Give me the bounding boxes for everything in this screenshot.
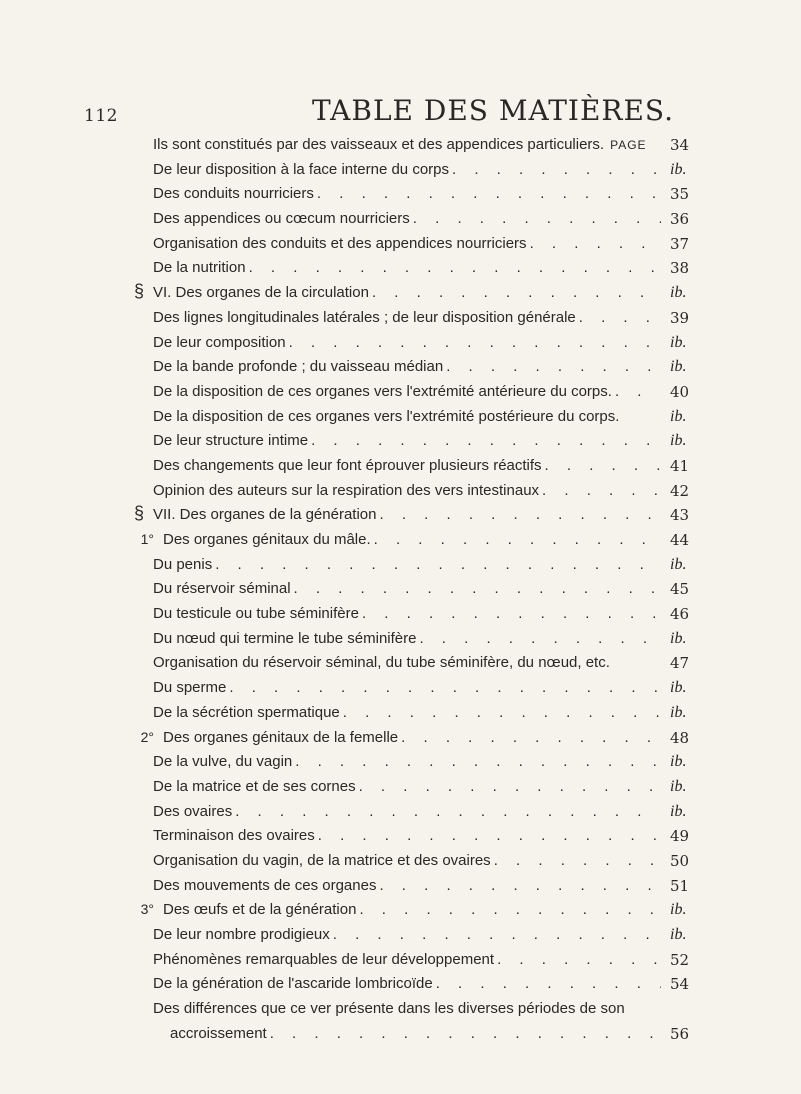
dot-leader bbox=[374, 531, 661, 548]
section-mark: § bbox=[133, 503, 144, 524]
toc-entry bbox=[0, 602, 801, 627]
toc-entry bbox=[0, 429, 801, 454]
toc-entry-text: De la vulve, du vagin bbox=[153, 753, 293, 771]
toc-entry bbox=[0, 158, 801, 183]
toc-entry-line bbox=[153, 827, 663, 844]
toc-entry bbox=[0, 479, 801, 504]
toc-entry-text: VI. Des organes de la circulation bbox=[153, 284, 369, 302]
toc-entry bbox=[0, 1022, 801, 1047]
page-reference: 50 bbox=[670, 851, 690, 870]
page-reference: ib. bbox=[670, 358, 687, 376]
toc-entry-text: De la sécrétion spermatique bbox=[153, 703, 340, 721]
toc-entry-text: Du nœud qui termine le tube séminifère bbox=[153, 629, 417, 647]
dot-leader bbox=[530, 235, 661, 252]
page-reference: 48 bbox=[670, 728, 690, 747]
page-reference: ib. bbox=[670, 679, 687, 697]
dot-leader bbox=[419, 630, 661, 647]
toc-entry-text: Des œufs et de la génération bbox=[163, 901, 357, 919]
toc-entry bbox=[0, 898, 801, 923]
toc-entry-text: Des ovaires bbox=[153, 802, 233, 820]
dot-leader bbox=[379, 877, 661, 894]
toc-entry-text: Des lignes longitudinales latérales ; de leur disposition générale bbox=[153, 308, 576, 326]
toc-entry-text: Organisation du vagin, de la matrice et des ovaires bbox=[153, 851, 491, 869]
page-reference: ib. bbox=[670, 777, 687, 795]
toc-entry-text: Des appendices ou cœcum nourriciers bbox=[153, 210, 410, 228]
item-number: 3° bbox=[140, 901, 154, 918]
toc-entry bbox=[0, 775, 801, 800]
toc-entry bbox=[0, 232, 801, 257]
toc-entry-line bbox=[153, 877, 663, 894]
toc-entry bbox=[0, 824, 801, 849]
dot-leader bbox=[436, 975, 661, 992]
toc-entry bbox=[0, 627, 801, 652]
toc-entry bbox=[0, 528, 801, 553]
dot-leader bbox=[379, 506, 661, 523]
toc-entry bbox=[0, 997, 801, 1022]
page-reference: 46 bbox=[670, 605, 690, 624]
toc-entry-text: Organisation des conduits et des appendices nourriciers bbox=[153, 234, 527, 252]
toc-entry-line bbox=[153, 432, 663, 449]
toc-entry-text: accroissement bbox=[170, 1024, 267, 1042]
toc-entry-line bbox=[153, 358, 663, 375]
toc-entry-text: Du réservoir séminal bbox=[153, 580, 291, 598]
dot-leader bbox=[311, 432, 661, 449]
page-reference: ib. bbox=[670, 284, 687, 302]
dot-leader bbox=[359, 901, 661, 918]
toc-entry bbox=[0, 281, 801, 306]
dot-leader bbox=[333, 926, 661, 943]
toc-entry bbox=[0, 182, 801, 207]
dot-leader bbox=[579, 309, 661, 326]
toc-entry-line bbox=[153, 951, 663, 968]
toc-entry-line bbox=[153, 556, 663, 573]
toc-entry-text: De la bande profonde ; du vaisseau médian bbox=[153, 358, 444, 376]
page-reference: 51 bbox=[670, 876, 690, 895]
page-reference: 42 bbox=[670, 481, 690, 500]
dot-leader bbox=[401, 729, 661, 746]
toc-entry-line bbox=[153, 210, 663, 227]
toc-entry-line bbox=[153, 852, 663, 869]
page-reference: ib. bbox=[670, 555, 687, 573]
page-reference: ib. bbox=[670, 333, 687, 351]
running-head bbox=[84, 94, 724, 130]
toc-entry-line bbox=[153, 457, 663, 474]
toc-entry bbox=[0, 750, 801, 775]
toc-entry-line bbox=[153, 654, 663, 671]
toc-entry bbox=[0, 503, 801, 528]
toc-entry-line bbox=[153, 630, 663, 647]
toc-entry-line bbox=[153, 778, 663, 795]
page-reference: ib. bbox=[670, 160, 687, 178]
table-of-contents bbox=[0, 133, 801, 1046]
page-reference: ib. bbox=[670, 703, 687, 721]
toc-entry-line bbox=[153, 161, 663, 178]
toc-entry-line bbox=[153, 259, 663, 276]
toc-entry bbox=[0, 948, 801, 973]
dot-leader bbox=[229, 679, 661, 696]
toc-entry-text: De la matrice et de ses cornes bbox=[153, 777, 356, 795]
toc-entry-line bbox=[163, 901, 663, 918]
toc-entry bbox=[0, 923, 801, 948]
toc-entry-text: Des mouvements de ces organes bbox=[153, 876, 377, 894]
dot-leader bbox=[317, 185, 661, 202]
page-reference: ib. bbox=[670, 753, 687, 771]
toc-entry-line bbox=[153, 580, 663, 597]
toc-entry-line bbox=[153, 136, 663, 153]
toc-entry bbox=[0, 577, 801, 602]
toc-entry-text: De la disposition de ces organes vers l'extrémité postérieure du corps. bbox=[153, 407, 620, 425]
page-reference: 41 bbox=[670, 456, 690, 475]
page-reference: ib. bbox=[670, 926, 687, 943]
running-title: TABLE DES MATIÈRES. bbox=[312, 94, 674, 127]
page-reference: 52 bbox=[670, 950, 690, 969]
toc-entry bbox=[0, 306, 801, 331]
page-reference: 36 bbox=[670, 210, 690, 229]
dot-leader bbox=[359, 778, 661, 795]
toc-entry-text: Opinion des auteurs sur la respiration des vers intestinaux bbox=[153, 481, 540, 499]
toc-entry bbox=[0, 874, 801, 899]
page-reference: ib. bbox=[670, 432, 687, 450]
page-reference: ib. bbox=[670, 407, 687, 425]
dot-leader bbox=[270, 1025, 661, 1042]
toc-entry-text: Du penis bbox=[153, 555, 213, 573]
toc-entry-line bbox=[153, 185, 663, 202]
page-reference: 43 bbox=[670, 506, 690, 525]
dot-leader bbox=[295, 753, 661, 770]
toc-entry-text: Des organes génitaux du mâle. bbox=[163, 531, 371, 548]
page-reference: ib. bbox=[670, 629, 687, 647]
toc-entry-line bbox=[153, 679, 663, 696]
page-reference: 37 bbox=[670, 234, 690, 253]
toc-entry-text: De leur composition bbox=[153, 333, 286, 351]
toc-entry bbox=[0, 133, 801, 158]
dot-leader bbox=[343, 704, 661, 721]
page-reference: 47 bbox=[670, 654, 690, 673]
toc-entry-line bbox=[153, 975, 663, 992]
toc-entry bbox=[0, 454, 801, 479]
page-reference: 44 bbox=[670, 531, 690, 549]
toc-entry-text: Des organes génitaux de la femelle bbox=[163, 728, 399, 746]
dot-leader bbox=[542, 482, 661, 499]
toc-entry bbox=[0, 331, 801, 356]
toc-entry-text: De leur nombre prodigieux bbox=[153, 926, 330, 943]
dot-leader bbox=[294, 580, 661, 597]
toc-entry-line bbox=[163, 729, 663, 746]
dot-leader bbox=[446, 358, 661, 375]
dot-leader bbox=[494, 852, 661, 869]
page-reference: ib. bbox=[670, 901, 687, 919]
toc-entry bbox=[0, 355, 801, 380]
toc-entry bbox=[0, 256, 801, 281]
page-reference: 45 bbox=[670, 580, 690, 599]
dot-leader bbox=[362, 605, 661, 622]
toc-entry bbox=[0, 701, 801, 726]
page-reference: 38 bbox=[670, 259, 690, 278]
item-number: 2° bbox=[140, 728, 154, 745]
dot-leader bbox=[318, 827, 661, 844]
toc-entry-line bbox=[153, 482, 663, 499]
toc-entry bbox=[0, 405, 801, 430]
page-reference: 49 bbox=[670, 827, 690, 846]
toc-entry bbox=[0, 676, 801, 701]
dot-leader bbox=[372, 284, 661, 301]
toc-entry-text: Du sperme bbox=[153, 679, 227, 697]
page-reference: 40 bbox=[670, 382, 690, 401]
dot-leader bbox=[452, 161, 661, 178]
toc-entry-text: De leur disposition à la face interne du corps bbox=[153, 160, 450, 178]
toc-entry-line bbox=[153, 704, 663, 721]
page-reference: 35 bbox=[670, 185, 690, 204]
toc-entry-text: VII. Des organes de la génération bbox=[153, 506, 377, 524]
dot-leader bbox=[615, 383, 661, 400]
toc-entry-text: Des changements que leur font éprouver plusieurs réactifs bbox=[153, 456, 542, 474]
toc-entry-text: Des conduits nourriciers bbox=[153, 185, 314, 203]
page-column-label: PAGE bbox=[610, 138, 647, 152]
toc-entry-line bbox=[153, 506, 663, 523]
toc-entry-line bbox=[153, 383, 663, 400]
toc-entry bbox=[0, 651, 801, 676]
toc-entry-line bbox=[153, 1000, 663, 1017]
toc-entry-text: De la disposition de ces organes vers l'extrémité antérieure du corps. bbox=[153, 382, 612, 400]
toc-entry-text: Organisation du réservoir séminal, du tube séminifère, du nœud, etc. bbox=[153, 654, 610, 672]
dot-leader bbox=[289, 334, 661, 351]
toc-entry-line bbox=[153, 753, 663, 770]
toc-entry-text: De leur structure intime bbox=[153, 432, 309, 450]
toc-entry-line bbox=[153, 309, 663, 326]
page-reference: 34 bbox=[670, 136, 690, 154]
toc-entry-text: Terminaison des ovaires bbox=[153, 827, 315, 845]
toc-entry bbox=[0, 553, 801, 578]
dot-leader bbox=[235, 803, 661, 820]
toc-entry-line bbox=[153, 408, 663, 425]
page-reference: 54 bbox=[670, 975, 690, 994]
toc-entry-text: De la génération de l'ascaride lombricoïde bbox=[153, 975, 433, 993]
dot-leader bbox=[215, 556, 661, 573]
page-reference: ib. bbox=[670, 802, 687, 820]
toc-entry-line bbox=[170, 1025, 663, 1042]
dot-leader bbox=[413, 210, 661, 227]
toc-entry-text: Ils sont constitués par des vaisseaux et des appendices particuliers. bbox=[153, 136, 605, 153]
item-number: 1° bbox=[140, 531, 154, 547]
toc-entry-text: De la nutrition bbox=[153, 259, 246, 277]
dot-leader bbox=[497, 951, 661, 968]
toc-entry bbox=[0, 972, 801, 997]
toc-entry-line bbox=[153, 605, 663, 622]
toc-entry bbox=[0, 207, 801, 232]
toc-entry bbox=[0, 849, 801, 874]
toc-entry-text: Phénomènes remarquables de leur développement bbox=[153, 950, 495, 968]
toc-entry bbox=[0, 380, 801, 405]
page-reference: 39 bbox=[670, 308, 690, 327]
page-number: 112 bbox=[84, 106, 118, 126]
toc-entry-line bbox=[153, 803, 663, 820]
section-mark: § bbox=[133, 281, 144, 302]
toc-entry-text: Du testicule ou tube séminifère bbox=[153, 605, 359, 623]
dot-leader bbox=[545, 457, 661, 474]
toc-entry-line bbox=[163, 531, 663, 548]
toc-entry-line bbox=[153, 235, 663, 252]
dot-leader bbox=[249, 259, 661, 276]
toc-entry bbox=[0, 726, 801, 751]
page-reference: 56 bbox=[670, 1024, 690, 1043]
toc-entry-line bbox=[153, 334, 663, 351]
toc-entry bbox=[0, 800, 801, 825]
toc-entry-line bbox=[153, 926, 663, 943]
toc-entry-text: Des différences que ce ver présente dans les diverses périodes de son bbox=[153, 1000, 625, 1018]
toc-entry-line bbox=[153, 284, 663, 301]
